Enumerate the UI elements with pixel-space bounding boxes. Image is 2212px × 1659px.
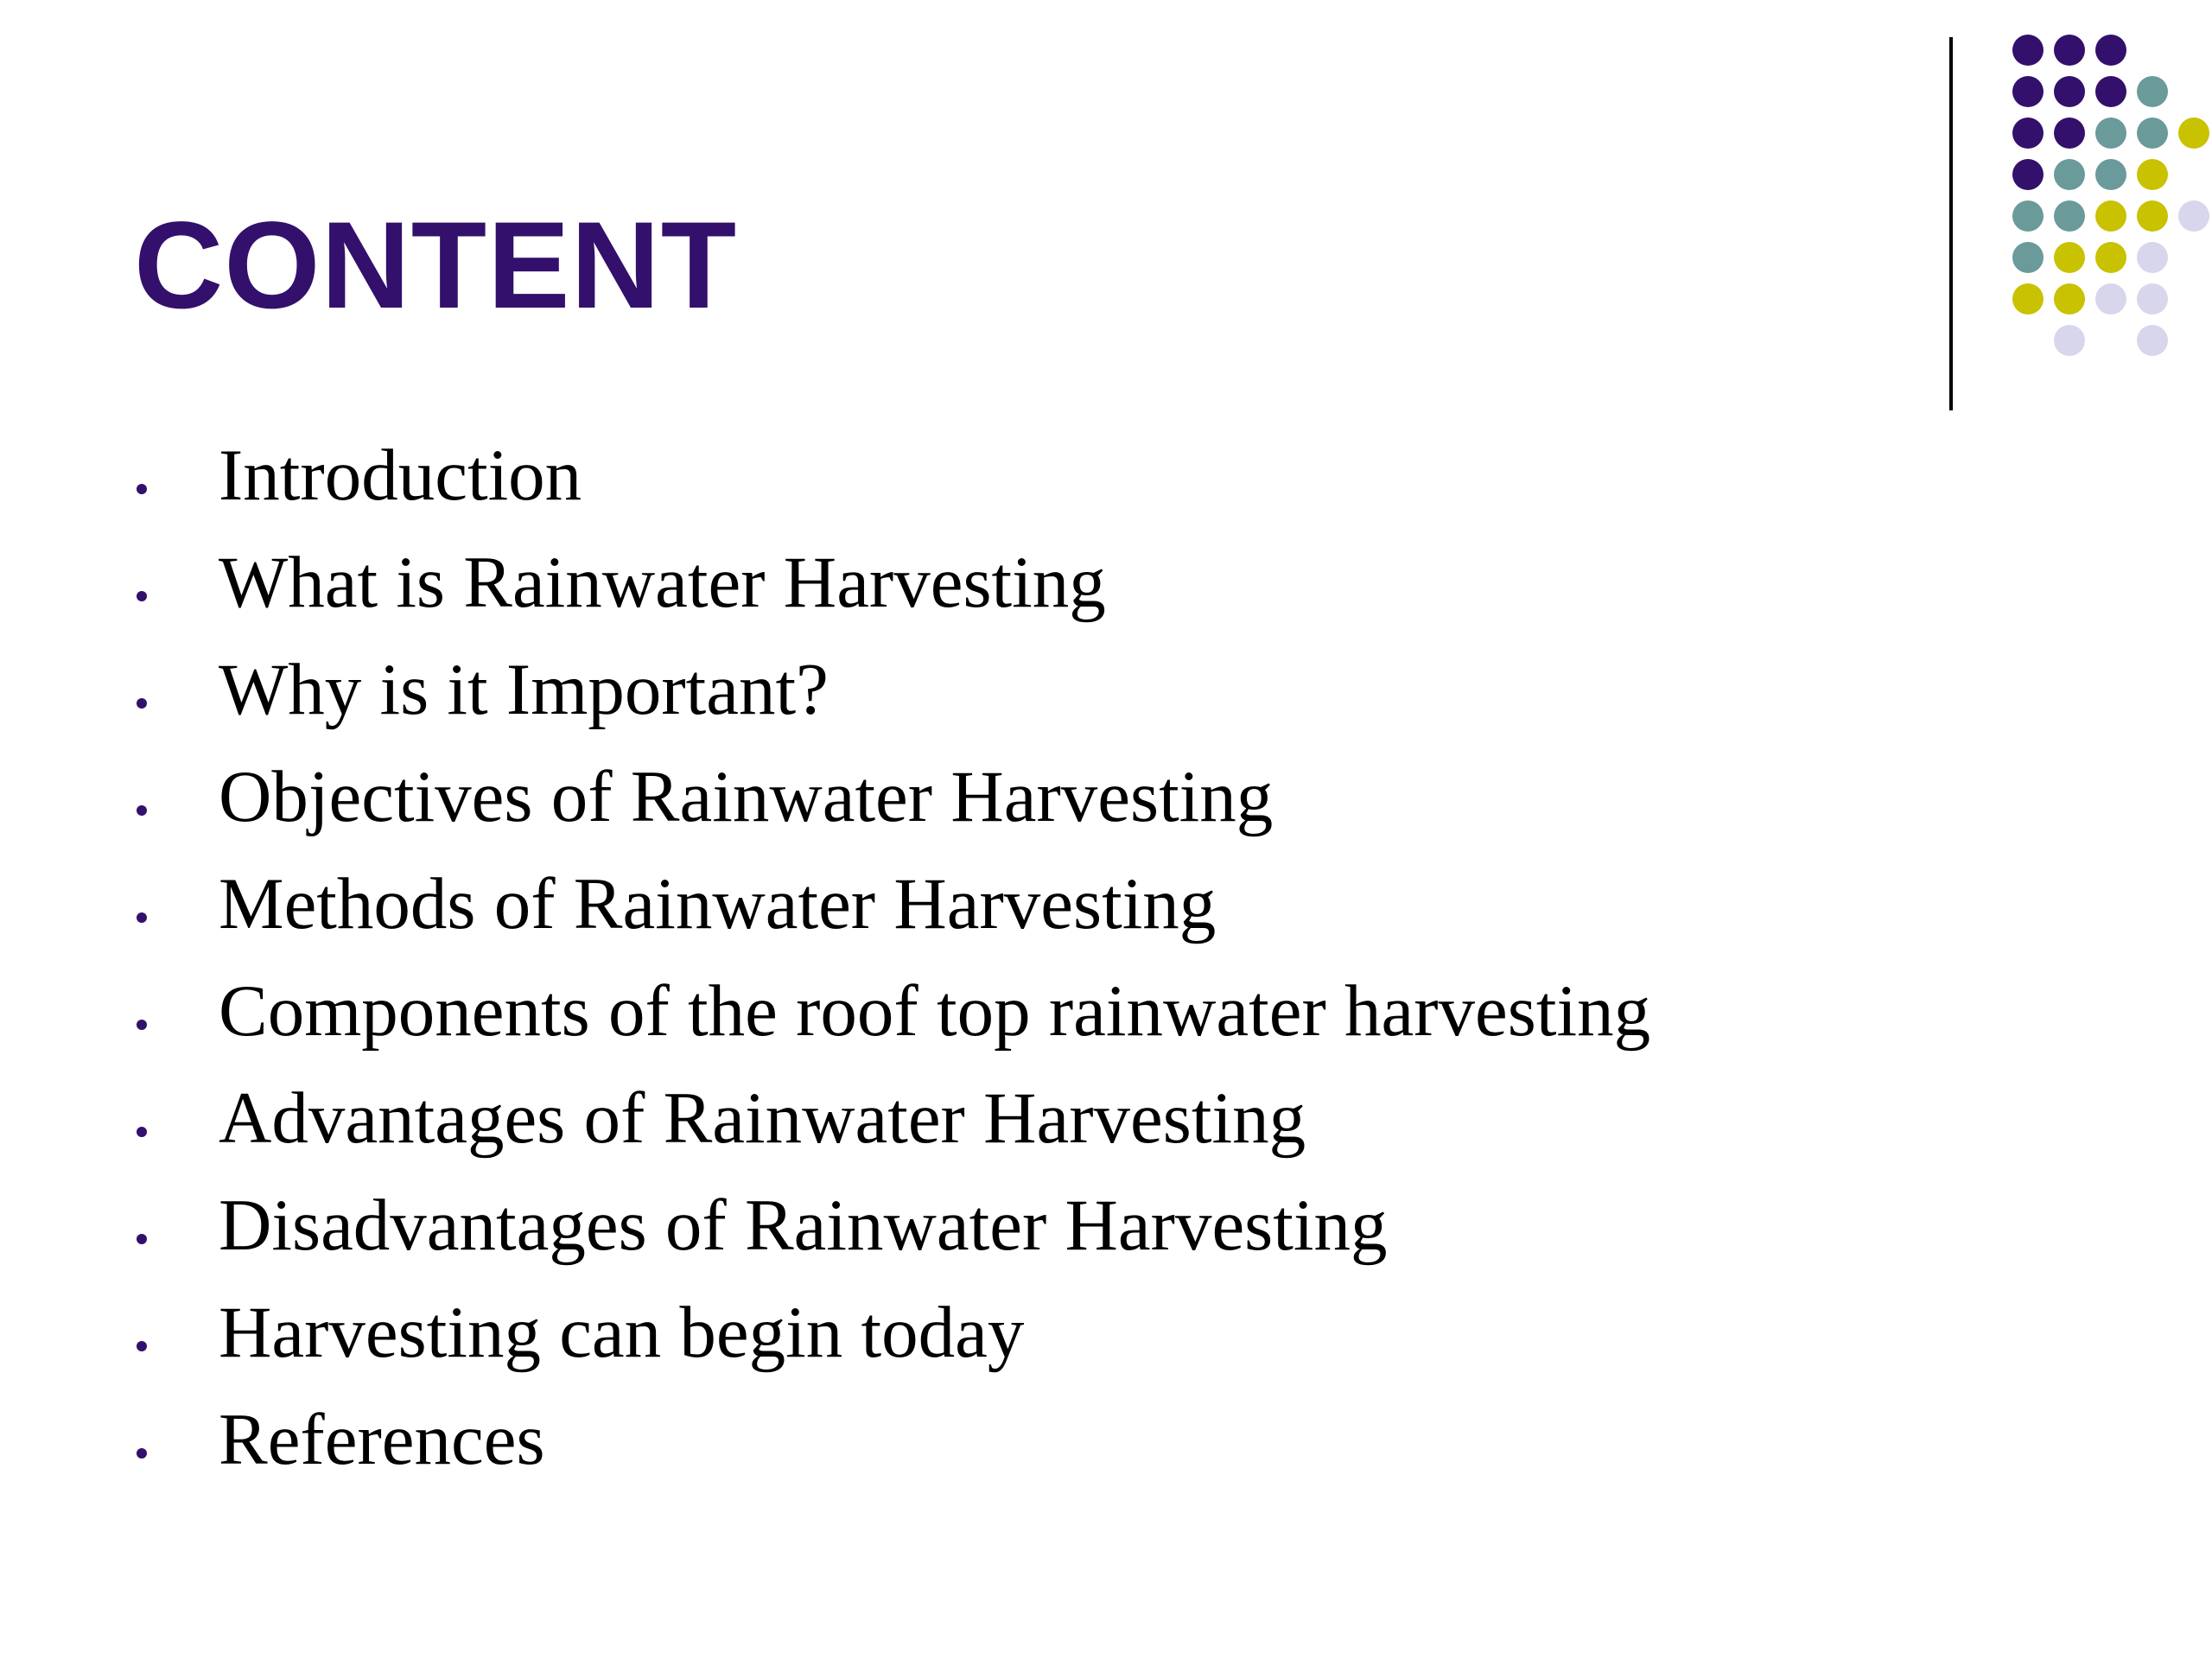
decorative-dot (2012, 242, 2044, 273)
decorative-dot (2012, 200, 2044, 232)
bullet-item (0, 861, 1815, 968)
decorative-dot (2095, 35, 2126, 66)
decorative-dot (2095, 159, 2126, 190)
bullet-text: Disadvantages of Rainwater Harvesting (219, 1185, 1388, 1266)
decorative-dot (2054, 200, 2085, 232)
decorative-dot (2178, 200, 2209, 232)
bullet-point-icon (137, 591, 147, 601)
decorative-dot (2137, 283, 2168, 315)
decorative-dot (2137, 242, 2168, 273)
bullet-text: Introduction (219, 435, 582, 516)
bullet-text: References (219, 1399, 545, 1480)
decorative-dot (2012, 118, 2044, 149)
bullet-point-icon (137, 1020, 147, 1030)
decorative-dot (2054, 283, 2085, 315)
bullet-item (0, 1289, 1815, 1396)
bullet-item (0, 539, 1815, 646)
decorative-dot (2095, 200, 2126, 232)
bullet-point-icon (137, 912, 147, 923)
bullet-item (0, 753, 1815, 861)
decorative-dot (2137, 200, 2168, 232)
bullet-text: What is Rainwater Harvesting (219, 542, 1106, 623)
bullet-text: Advantages of Rainwater Harvesting (219, 1077, 1306, 1159)
decorative-dot (2137, 325, 2168, 356)
bullet-point-icon (137, 1234, 147, 1244)
bullet-item (0, 1182, 1815, 1289)
decorative-dot (2095, 242, 2126, 273)
decorative-dot (2054, 118, 2085, 149)
decorative-dot (2054, 35, 2085, 66)
bullet-item (0, 1396, 1815, 1503)
bullet-text: Harvesting can begin today (219, 1292, 1025, 1373)
bullet-point-icon (137, 484, 147, 494)
decorative-dot (2095, 76, 2126, 107)
decorative-dot (2054, 325, 2085, 356)
bullet-point-icon (137, 1448, 147, 1459)
decorative-dot (2054, 242, 2085, 273)
decorative-dot (2012, 283, 2044, 315)
decorative-dot (2012, 76, 2044, 107)
decorative-dot (2137, 118, 2168, 149)
bullet-point-icon (137, 1127, 147, 1137)
bullet-text: Methods of Rainwater Harvesting (219, 863, 1217, 944)
vertical-divider-line (1949, 37, 1953, 410)
decorative-dot (2137, 76, 2168, 107)
decorative-dot (2054, 159, 2085, 190)
bullet-point-icon (137, 698, 147, 709)
bullet-point-icon (137, 805, 147, 816)
bullet-item (0, 432, 1815, 539)
decorative-dot (2095, 283, 2126, 315)
bullet-item (0, 1075, 1815, 1182)
decorative-dot (2012, 159, 2044, 190)
bullet-text: Components of the roof top rainwater harvesting (219, 970, 1651, 1052)
bullet-text: Why is it Important? (219, 649, 829, 730)
bullet-text: Objectives of Rainwater Harvesting (219, 756, 1274, 837)
decorative-dot (2178, 118, 2209, 149)
bullet-item (0, 968, 1815, 1075)
bullet-point-icon (137, 1341, 147, 1351)
decorative-dot (2095, 118, 2126, 149)
decorative-dot (2137, 159, 2168, 190)
decorative-dot (2012, 35, 2044, 66)
slide-title: CONTENT (134, 197, 738, 334)
decorative-dot (2054, 76, 2085, 107)
bullet-item (0, 646, 1815, 753)
